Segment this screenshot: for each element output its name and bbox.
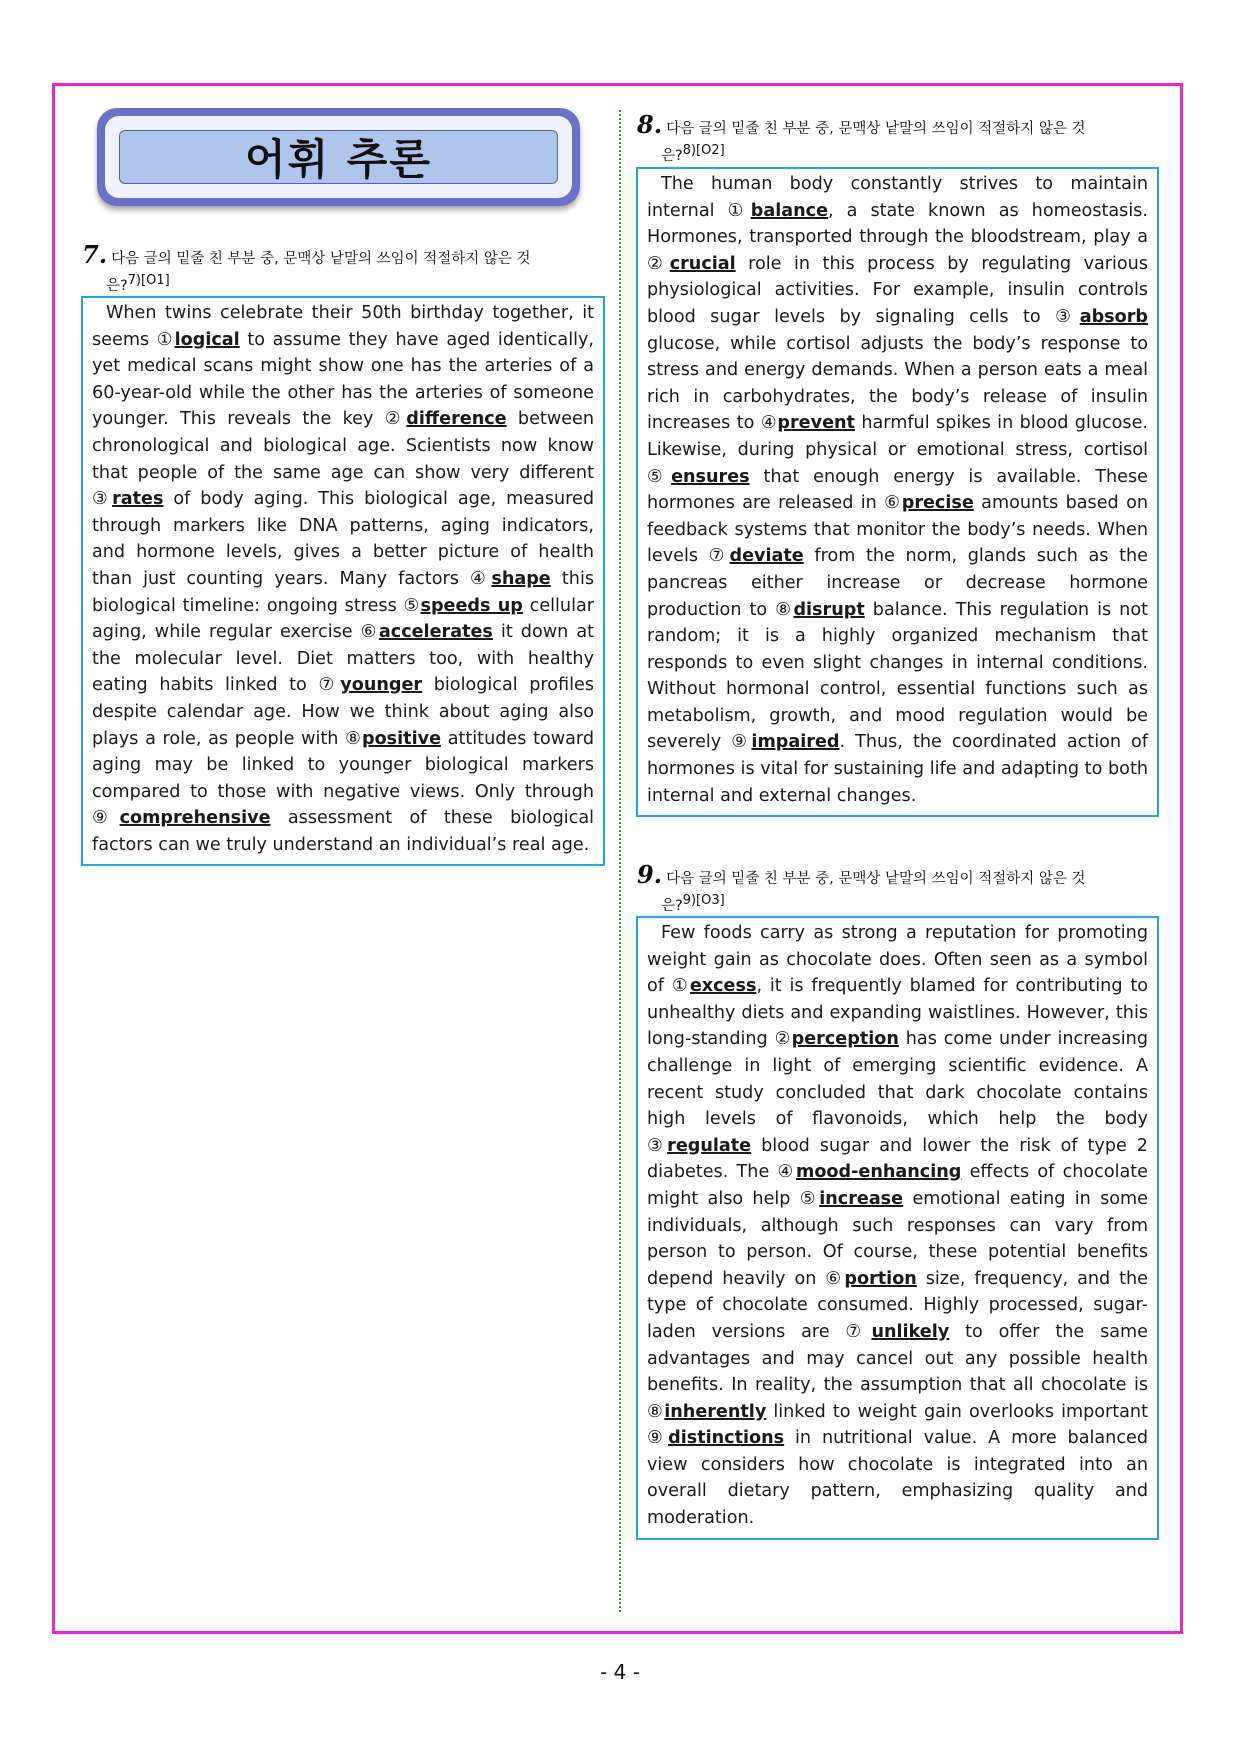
question-8-header (637, 110, 1159, 167)
passage-segment: emotional eating in some individuals, although such responses can vary from person to person. Of course, these potential benefits depend heavily on (647, 1188, 1148, 1289)
underlined-word: unlikely (871, 1321, 950, 1342)
underlined-word: mood-enhancing (795, 1162, 962, 1183)
passage-segment: size, frequency, and the type of chocolate consumed. Highly processed, sugar-laden versions are (647, 1268, 1148, 1342)
passage-text (92, 300, 594, 858)
underlined-word: accelerates (378, 622, 493, 643)
passage-segment: When twins celebrate their 50th birthday together, it seems (92, 303, 594, 350)
passage-segment: glucose, while cortisol adjusts the body’s response to stress and energy demands. When a person eats a meal rich in carbohydrates, the body’s release of insulin increases to (647, 333, 1148, 434)
question-prompt-end: 은? (106, 277, 128, 294)
choice-number: ⑥ (825, 1268, 845, 1289)
passage-segment: from the norm, glands such as the pancreas either increase or decrease hormone production to (647, 546, 1148, 620)
passage-segment: , a state known as homeostasis. Hormones, transported through the bloodstream, play a (647, 200, 1148, 248)
choice-number: ① (727, 200, 751, 221)
passage-segment: blood sugar and lower the risk of type 2 diabetes. The (647, 1135, 1148, 1183)
question-number: 7. (82, 240, 108, 269)
question-tag: 9)[O3] (682, 893, 725, 908)
choice-number: ① (671, 976, 690, 997)
choice-number: ① (156, 329, 175, 350)
underlined-word: perception (791, 1029, 899, 1050)
choice-number: ⑦ (318, 675, 341, 696)
choice-number: ③ (647, 1135, 668, 1156)
question-tag: 8)[O2] (682, 143, 725, 158)
question-prompt-end: 은? (661, 897, 683, 914)
section-title-banner (97, 108, 580, 206)
passage-segment: in nutritional value. A more balanced view considers how chocolate is integrated into an overall dietary pattern, emphasizing quality and moderation. (647, 1428, 1148, 1529)
underlined-word: rates (112, 489, 164, 510)
choice-number: ⑨ (647, 1428, 669, 1449)
underlined-word: inherently (664, 1401, 767, 1422)
passage-segment: linked to weight gain overlooks important (766, 1401, 1148, 1422)
passage-segment: Few foods carry as strong a reputation for promoting weight gain as chocolate does. Often seen as a symbol of (647, 923, 1148, 997)
question-prompt-end: 은? (661, 147, 683, 164)
choice-number: ⑨ (731, 732, 752, 753)
underlined-word: crucial (669, 253, 736, 274)
underlined-word: comprehensive (119, 808, 271, 829)
question-prompt: 다음 글의 밑줄 친 부분 중, 문맥상 낱말의 쓰임이 적절하지 않은 것 (666, 871, 1086, 887)
passage-segment: biological profiles despite calendar age. How we think about aging also plays a role, as people with (92, 675, 594, 749)
question-prompt: 다음 글의 밑줄 친 부분 중, 문맥상 낱말의 쓰임이 적절하지 않은 것 (666, 121, 1086, 137)
choice-number: ⑥ (884, 493, 902, 514)
underlined-word: portion (844, 1268, 917, 1289)
passage-text (647, 920, 1148, 1532)
choice-number: ③ (1055, 306, 1080, 327)
question-9-header (637, 860, 1159, 917)
underlined-word: absorb (1079, 306, 1148, 327)
passage-segment: this biological timeline: ongoing stress (92, 568, 594, 616)
underlined-word: ensures (671, 466, 750, 487)
passage-segment: balance. This regulation is not random; it is a highly organized mechanism that responds to even slight changes in internal conditions. Without hormonal control, essential functions such as metabolism, growth, and mood regulation would be severely (647, 599, 1148, 753)
choice-number: ⑤ (647, 466, 672, 487)
underlined-word: disrupt (793, 599, 865, 620)
question-number: 8. (637, 110, 663, 139)
choice-number: ② (774, 1029, 792, 1050)
underlined-word: younger (340, 675, 423, 696)
choice-number: ⑧ (775, 599, 794, 620)
choice-number: ⑦ (845, 1321, 872, 1342)
question-7-header (82, 240, 602, 297)
question-7-passage (81, 296, 605, 866)
page-number: - 4 - (600, 1660, 640, 1684)
passage-segment: . Thus, the coordinated action of hormones is vital for sustaining life and adapting to both internal and external changes. (647, 732, 1148, 806)
choice-number: ② (647, 253, 670, 274)
underlined-word: increase (819, 1188, 904, 1209)
underlined-word: distinctions (668, 1428, 785, 1449)
underlined-word: prevent (777, 413, 855, 434)
choice-number: ③ (92, 489, 113, 510)
underlined-word: speeds up (420, 595, 523, 616)
underlined-word: precise (901, 493, 974, 514)
choice-number: ⑥ (360, 622, 379, 643)
passage-segment: it down at the molecular level. Diet matters too, with healthy eating habits linked to (92, 622, 595, 696)
underlined-word: difference (406, 409, 507, 430)
choice-number: ② (384, 409, 407, 430)
choice-number: ④ (760, 413, 778, 434)
passage-segment: attitudes toward aging may be linked to younger biological markers compared to those with negative views. Only through (92, 728, 594, 802)
passage-segment: , it is frequently blamed for contributing to unhealthy diets and expanding waistlines. However, this long-standing (647, 976, 1148, 1050)
question-tag: 7)[O1] (127, 273, 170, 288)
question-8-passage (636, 167, 1159, 817)
passage-segment: that enough energy is available. These hormones are released in (647, 466, 1148, 514)
passage-segment: of body aging. This biological age, measured through markers like DNA patterns, aging indicators, and hormone levels, gives a better picture of health than just counting years. Many factors (92, 489, 594, 589)
choice-number: ④ (777, 1162, 796, 1183)
underlined-word: shape (491, 568, 551, 589)
passage-text (647, 171, 1148, 809)
column-divider (619, 110, 621, 1612)
choice-number: ⑨ (92, 808, 120, 829)
question-number: 9. (637, 860, 663, 889)
choice-number: ⑧ (345, 728, 362, 749)
passage-segment: effects of chocolate might also help (647, 1162, 1148, 1209)
passage-segment: The human body constantly strives to maintain internal (647, 174, 1148, 221)
underlined-word: excess (689, 976, 757, 997)
passage-segment: between chronological and biological age. Scientists now know that people of the same age can show very different (92, 409, 595, 483)
underlined-word: positive (362, 728, 442, 749)
choice-number: ④ (470, 568, 492, 589)
passage-segment: to offer the same advantages and may cancel out any possible health benefits. In reality, the assumption that all chocolate is (647, 1321, 1148, 1396)
section-title: 어휘 추론 (245, 135, 432, 184)
question-9-passage (636, 916, 1159, 1540)
passage-segment: harmful spikes in blood glucose. Likewise, during physical or emotional stress, cortisol (647, 413, 1149, 460)
passage-segment: has come under increasing challenge in light of emerging scientific evidence. A recent study concluded that dark chocolate contains high levels of flavonoids, which help the body (647, 1029, 1148, 1130)
choice-number: ⑦ (708, 546, 730, 567)
underlined-word: deviate (729, 546, 804, 567)
underlined-word: regulate (667, 1135, 752, 1156)
underlined-word: balance (750, 200, 829, 221)
passage-segment: role in this process by regulating various physiological activities. For example, insulin controls blood sugar levels by signaling cells to (647, 253, 1148, 327)
passage-segment: amounts based on feedback systems that monitor the body’s needs. When levels (647, 493, 1148, 567)
passage-segment: to assume they have aged identically, yet medical scans might show one has the arteries of a 60-year-old while the other has the arteries of someone younger. This reveals the key (92, 329, 594, 430)
choice-number: ⑤ (403, 595, 421, 616)
underlined-word: logical (174, 329, 240, 350)
passage-segment: assessment of these biological factors can we truly understand an individual’s real age. (92, 808, 594, 855)
choice-number: ⑧ (647, 1401, 665, 1422)
choice-number: ⑤ (799, 1188, 820, 1209)
question-prompt: 다음 글의 밑줄 친 부분 중, 문맥상 낱말의 쓰임이 적절하지 않은 것 (111, 251, 531, 267)
passage-segment: cellular aging, while regular exercise (92, 595, 594, 643)
underlined-word: impaired (751, 732, 840, 753)
